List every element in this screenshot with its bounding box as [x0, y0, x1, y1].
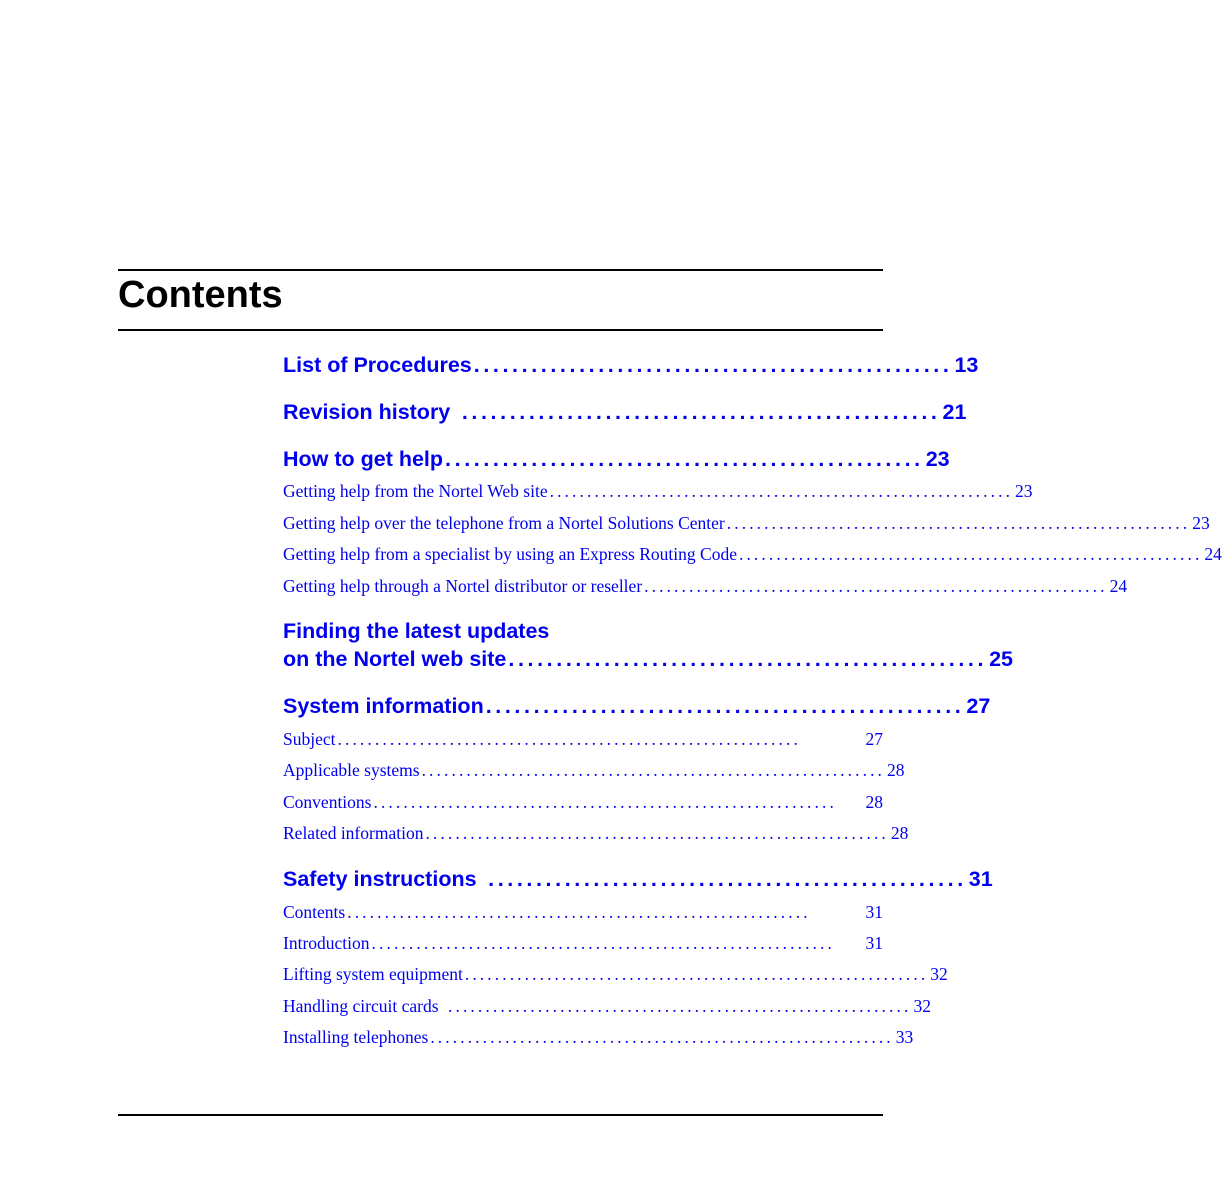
- toc-page-number: 24: [1204, 544, 1222, 564]
- toc-page-number: 33: [895, 1027, 914, 1047]
- dot-leader: ..............................................................: [464, 964, 929, 984]
- toc-entry-contents[interactable]: [283, 901, 883, 923]
- toc-page-number: 28: [865, 792, 883, 812]
- dot-leader: ..............................................................: [371, 933, 835, 953]
- toc-entry-installing-telephones[interactable]: [283, 1026, 914, 1048]
- toc-entry-system-information[interactable]: [283, 692, 991, 720]
- toc-entry-introduction[interactable]: [283, 932, 883, 954]
- toc-page-number: 32: [930, 964, 948, 984]
- dot-leader: ..............................................................: [347, 902, 811, 922]
- toc-entry-help-distributor[interactable]: [283, 575, 1128, 597]
- toc-entry-revision-history[interactable]: [283, 398, 967, 426]
- toc-label: Installing telephones: [283, 1027, 429, 1047]
- toc-page-number: 23: [1015, 481, 1033, 501]
- toc-entry-finding-updates[interactable]: [283, 617, 1013, 673]
- toc-entry-related-information[interactable]: [283, 822, 909, 844]
- toc-page-number: 23: [1192, 513, 1210, 533]
- dot-leader: ..............................................................: [421, 760, 886, 780]
- toc-page-number: 25: [989, 647, 1013, 671]
- toc-page-number: 32: [913, 996, 931, 1016]
- toc-entry-help-telephone[interactable]: [283, 512, 1210, 534]
- dot-leader: ..............................................................: [644, 576, 1108, 596]
- toc-label: List of Procedures: [283, 353, 472, 377]
- toc-page-number: 24: [1109, 576, 1128, 596]
- dot-leader: ..............................................................: [373, 792, 837, 812]
- toc-label: Handling circuit cards: [283, 996, 439, 1016]
- dot-leader: ..................................................: [478, 867, 967, 891]
- toc-label: Contents: [283, 902, 346, 922]
- dot-leader: ..............................................................: [549, 481, 1014, 501]
- toc-label: Safety instructions: [283, 867, 477, 891]
- toc-page-number: 28: [890, 823, 909, 843]
- toc-label-line1: Finding the latest updates: [283, 619, 550, 643]
- toc-page-number: 31: [968, 867, 993, 891]
- toc-page-number: 13: [954, 353, 979, 377]
- toc-label: Conventions: [283, 792, 372, 812]
- toc-label: Related information: [283, 823, 424, 843]
- dot-leader: ..............................................................: [425, 823, 889, 843]
- toc-entry-help-web-site[interactable]: [283, 480, 1033, 502]
- toc-entry-help-express-routing[interactable]: [283, 543, 1222, 565]
- dot-leader: ..............................................................: [430, 1027, 894, 1047]
- toc-label: Getting help over the telephone from a Nortel Solutions Center: [283, 513, 725, 533]
- toc-page-number: 27: [865, 729, 883, 749]
- toc-page-number: 31: [865, 902, 883, 922]
- dot-leader: ..................................................: [452, 400, 941, 424]
- page-title: Contents: [118, 274, 283, 316]
- toc-entry-lifting-equipment[interactable]: [283, 963, 948, 985]
- footer-rule: [118, 1114, 883, 1116]
- toc-page-number: 31: [865, 933, 883, 953]
- toc-label: on the Nortel web site: [283, 647, 507, 671]
- title-rule: [118, 329, 883, 331]
- dot-leader: ..................................................: [485, 694, 965, 718]
- toc-label: Subject: [283, 729, 336, 749]
- dot-leader: ..............................................................: [726, 513, 1191, 533]
- toc-label: Getting help through a Nortel distributor or reseller: [283, 576, 643, 596]
- dot-leader: ..............................................................: [337, 729, 801, 749]
- dot-leader: ..................................................: [473, 353, 953, 377]
- toc-label: How to get help: [283, 447, 444, 471]
- toc-label: Getting help from the Nortel Web site: [283, 481, 548, 501]
- toc-label: Introduction: [283, 933, 370, 953]
- toc-entry-handling-circuit-cards[interactable]: [283, 995, 931, 1017]
- toc-page-number: 23: [925, 447, 950, 471]
- toc-label: System information: [283, 694, 484, 718]
- toc-label: Lifting system equipment: [283, 964, 463, 984]
- dot-leader: ..............................................................: [738, 544, 1203, 564]
- toc-page-number: 27: [966, 694, 991, 718]
- dot-leader: ..................................................: [445, 447, 924, 471]
- toc-entry-list-of-procedures[interactable]: [283, 351, 979, 379]
- toc-label: Revision history: [283, 400, 451, 424]
- toc-entry-subject[interactable]: [283, 728, 883, 750]
- toc-page-number: 21: [942, 400, 967, 424]
- toc-entry-safety-instructions[interactable]: [283, 865, 993, 893]
- toc-entry-how-to-get-help[interactable]: [283, 445, 950, 473]
- toc-entry-applicable-systems[interactable]: [283, 759, 905, 781]
- toc-page-number: 28: [887, 760, 905, 780]
- toc-label: Getting help from a specialist by using an Express Routing Code: [283, 544, 737, 564]
- dot-leader: ..............................................................: [440, 996, 912, 1016]
- toc-entry-conventions[interactable]: [283, 791, 883, 813]
- dot-leader: ..................................................: [508, 647, 988, 671]
- toc-label: Applicable systems: [283, 760, 420, 780]
